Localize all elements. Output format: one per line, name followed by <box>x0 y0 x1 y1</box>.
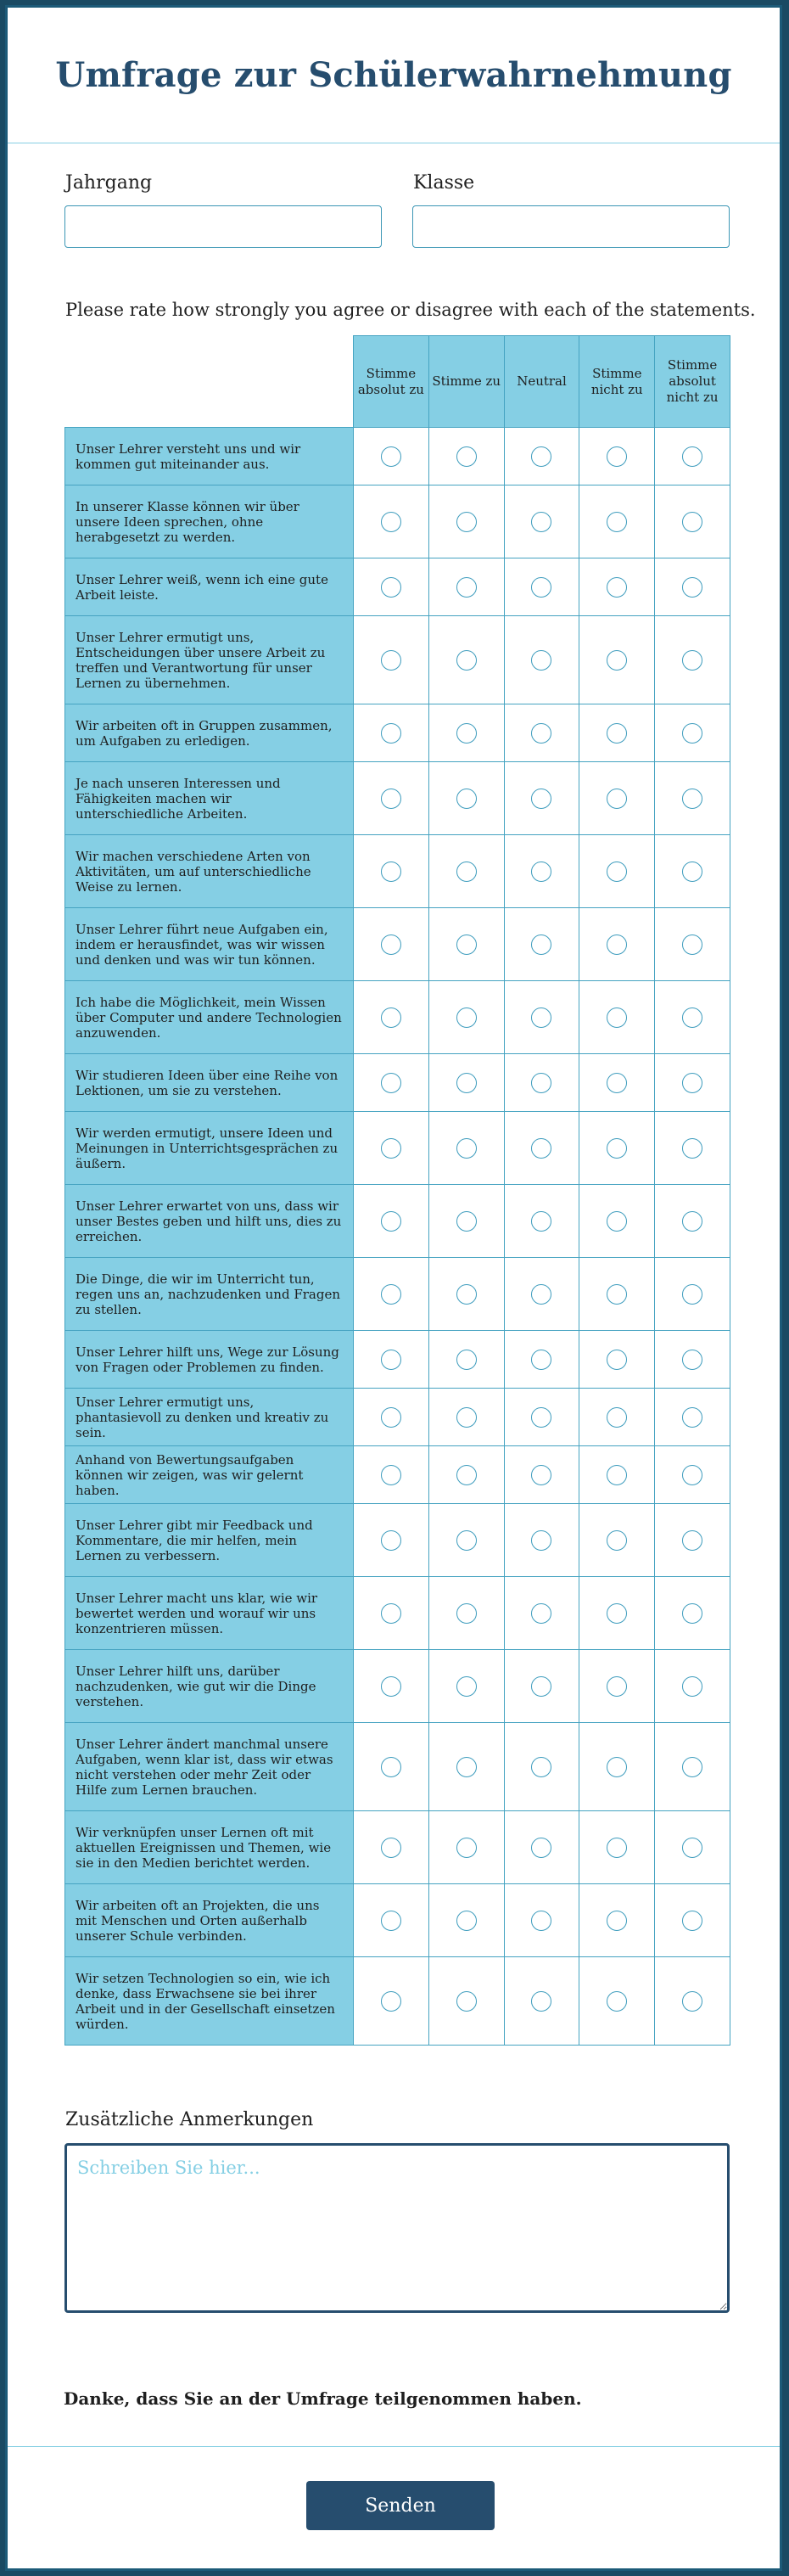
rating-cell <box>504 704 579 762</box>
rating-cell <box>504 1446 579 1504</box>
rating-cell <box>655 1331 730 1389</box>
rating-radio[interactable] <box>531 1757 551 1777</box>
rating-radio[interactable] <box>682 512 702 532</box>
rating-cell <box>579 762 655 835</box>
rating-cell <box>655 981 730 1054</box>
rating-radio[interactable] <box>456 1284 477 1305</box>
statement-label: Ich habe die Möglichkeit, mein Wissen über Computer und andere Technologien anzuwenden. <box>65 981 354 1054</box>
matrix-row <box>65 1577 730 1650</box>
rating-radio[interactable] <box>456 1073 477 1093</box>
rating-cell <box>428 1258 504 1331</box>
rating-cell <box>655 762 730 835</box>
rating-radio[interactable] <box>607 1838 627 1858</box>
rating-cell <box>655 1650 730 1723</box>
rating-radio[interactable] <box>682 1757 702 1777</box>
footer-divider <box>8 2446 782 2447</box>
class-label: Klasse <box>413 172 475 194</box>
rating-radio[interactable] <box>381 512 401 532</box>
rating-cell <box>504 1054 579 1112</box>
rating-radio[interactable] <box>381 1284 401 1305</box>
rating-cell <box>428 1389 504 1446</box>
year-label: Jahrgang <box>65 172 153 194</box>
rating-matrix <box>64 335 730 2046</box>
rating-radio[interactable] <box>456 1465 477 1485</box>
matrix-row <box>65 1650 730 1723</box>
rating-cell <box>428 1723 504 1811</box>
survey-form <box>5 5 782 2571</box>
rating-radio[interactable] <box>456 650 477 671</box>
rating-radio[interactable] <box>607 861 627 882</box>
rating-cell <box>354 1185 429 1258</box>
rating-cell <box>655 1957 730 2046</box>
rating-radio[interactable] <box>381 1991 401 2012</box>
matrix-row <box>65 835 730 908</box>
rating-radio[interactable] <box>682 1838 702 1858</box>
rating-radio[interactable] <box>531 789 551 809</box>
rating-cell <box>655 835 730 908</box>
statement-label: Anhand von Bewertungsaufgaben können wir zeigen, was wir gelernt haben. <box>65 1446 354 1504</box>
rating-cell <box>504 1884 579 1957</box>
statement-label: Wir setzen Technologien so ein, wie ich denke, dass Erwachsene sie bei ihrer Arbeit und in der Gesellschaft einsetzen würden. <box>65 1957 354 2046</box>
rating-cell <box>504 1258 579 1331</box>
rating-radio[interactable] <box>456 1991 477 2012</box>
rating-radio[interactable] <box>531 1676 551 1697</box>
rating-cell <box>354 1957 429 2046</box>
rating-radio[interactable] <box>456 723 477 744</box>
rating-cell <box>354 908 429 981</box>
matrix-row <box>65 1957 730 2046</box>
column-header: Neutral <box>504 336 579 428</box>
rating-cell <box>504 1650 579 1723</box>
rating-radio[interactable] <box>456 789 477 809</box>
rating-radio[interactable] <box>607 1407 627 1428</box>
rating-cell <box>579 1054 655 1112</box>
column-header: Stimme absolut nicht zu <box>655 336 730 428</box>
rating-radio[interactable] <box>607 1350 627 1370</box>
rating-cell <box>354 485 429 558</box>
rating-cell <box>504 1331 579 1389</box>
rating-radio[interactable] <box>682 1676 702 1697</box>
rating-radio[interactable] <box>381 650 401 671</box>
rating-cell <box>655 1577 730 1650</box>
rating-radio[interactable] <box>531 1407 551 1428</box>
rating-radio[interactable] <box>531 1073 551 1093</box>
rating-radio[interactable] <box>456 1838 477 1858</box>
matrix-row <box>65 1054 730 1112</box>
rating-radio[interactable] <box>456 1211 477 1232</box>
rating-radio[interactable] <box>456 1350 477 1370</box>
rating-cell <box>579 428 655 485</box>
rating-radio[interactable] <box>381 789 401 809</box>
comments-label: Zusätzliche Anmerkungen <box>65 2109 314 2130</box>
rating-cell <box>579 704 655 762</box>
rating-radio[interactable] <box>682 1007 702 1028</box>
matrix-row <box>65 558 730 616</box>
rating-cell <box>354 1112 429 1185</box>
rating-radio[interactable] <box>607 934 627 955</box>
rating-radio[interactable] <box>682 1407 702 1428</box>
rating-radio[interactable] <box>682 1603 702 1624</box>
matrix-row <box>65 762 730 835</box>
rating-cell <box>579 1957 655 2046</box>
rating-radio[interactable] <box>607 1603 627 1624</box>
statement-label: Unser Lehrer hilft uns, darüber nachzudenken, wie gut wir die Dinge verstehen. <box>65 1650 354 1723</box>
rating-cell <box>655 908 730 981</box>
rating-radio[interactable] <box>682 1073 702 1093</box>
rating-radio[interactable] <box>456 1007 477 1028</box>
rating-radio[interactable] <box>531 1284 551 1305</box>
statement-label: Unser Lehrer macht uns klar, wie wir bewertet werden und worauf wir uns konzentrieren müssen. <box>65 1577 354 1650</box>
matrix-row <box>65 1723 730 1811</box>
rating-cell <box>504 1957 579 2046</box>
matrix-row <box>65 616 730 704</box>
rating-cell <box>428 835 504 908</box>
rating-radio[interactable] <box>531 650 551 671</box>
rating-radio[interactable] <box>607 1007 627 1028</box>
rating-cell <box>655 1446 730 1504</box>
rating-radio[interactable] <box>381 934 401 955</box>
thanks-message: Danke, dass Sie an der Umfrage teilgenommen haben. <box>64 2388 582 2409</box>
rating-radio[interactable] <box>381 1757 401 1777</box>
rating-radio[interactable] <box>381 1603 401 1624</box>
matrix-row <box>65 1811 730 1884</box>
rating-cell <box>428 1504 504 1577</box>
rating-cell <box>579 1389 655 1446</box>
rating-cell <box>354 981 429 1054</box>
statement-label: Je nach unseren Interessen und Fähigkeiten machen wir unterschiedliche Arbeiten. <box>65 762 354 835</box>
rating-cell <box>428 485 504 558</box>
matrix-body <box>65 428 730 2046</box>
rating-radio[interactable] <box>607 512 627 532</box>
rating-cell <box>504 908 579 981</box>
matrix-row <box>65 1446 730 1504</box>
rating-radio[interactable] <box>682 1350 702 1370</box>
rating-radio[interactable] <box>682 650 702 671</box>
column-header: Stimme absolut zu <box>354 336 429 428</box>
rating-cell <box>655 558 730 616</box>
rating-cell <box>504 485 579 558</box>
year-input[interactable] <box>64 205 382 248</box>
rating-radio[interactable] <box>531 512 551 532</box>
rating-cell <box>579 1884 655 1957</box>
rating-radio[interactable] <box>456 577 477 598</box>
rating-cell <box>579 1504 655 1577</box>
rating-radio[interactable] <box>531 1530 551 1551</box>
rating-cell <box>504 1389 579 1446</box>
rating-cell <box>579 981 655 1054</box>
rating-radio[interactable] <box>456 1138 477 1159</box>
rating-cell <box>354 1577 429 1650</box>
matrix-row <box>65 1112 730 1185</box>
rating-cell <box>579 1577 655 1650</box>
submit-button[interactable]: Senden <box>306 2481 495 2530</box>
rating-cell <box>428 616 504 704</box>
rating-cell <box>504 1185 579 1258</box>
rating-radio[interactable] <box>607 650 627 671</box>
rating-radio[interactable] <box>607 1757 627 1777</box>
rating-cell <box>504 616 579 704</box>
statement-label: Unser Lehrer versteht uns und wir kommen gut miteinander aus. <box>65 428 354 485</box>
rating-cell <box>354 1389 429 1446</box>
rating-radio[interactable] <box>381 1407 401 1428</box>
rating-cell <box>579 1650 655 1723</box>
rating-radio[interactable] <box>682 577 702 598</box>
rating-cell <box>579 558 655 616</box>
rating-cell <box>428 981 504 1054</box>
matrix-row <box>65 908 730 981</box>
rating-cell <box>504 1504 579 1577</box>
rating-cell <box>504 835 579 908</box>
rating-cell <box>504 558 579 616</box>
statement-label: Wir studieren Ideen über eine Reihe von Lektionen, um sie zu verstehen. <box>65 1054 354 1112</box>
rating-radio[interactable] <box>381 577 401 598</box>
rating-cell <box>428 1884 504 1957</box>
rating-cell <box>504 1723 579 1811</box>
rating-radio[interactable] <box>531 1465 551 1485</box>
rating-cell <box>354 835 429 908</box>
statement-label: Unser Lehrer ermutigt uns, Entscheidungen über unsere Arbeit zu treffen und Verantwortung für unser Lernen zu übernehmen. <box>65 616 354 704</box>
matrix-row <box>65 1185 730 1258</box>
rating-radio[interactable] <box>607 789 627 809</box>
rating-radio[interactable] <box>381 1465 401 1485</box>
rating-cell <box>428 908 504 981</box>
rating-cell <box>504 1577 579 1650</box>
rating-radio[interactable] <box>607 1991 627 2012</box>
rating-radio[interactable] <box>531 1211 551 1232</box>
rating-radio[interactable] <box>682 934 702 955</box>
rating-cell <box>428 1185 504 1258</box>
rating-radio[interactable] <box>682 1211 702 1232</box>
rating-radio[interactable] <box>531 1350 551 1370</box>
rating-radio[interactable] <box>531 1911 551 1931</box>
rating-cell <box>428 1054 504 1112</box>
rating-radio[interactable] <box>682 1530 702 1551</box>
rating-cell <box>655 1884 730 1957</box>
class-input[interactable] <box>412 205 730 248</box>
rating-cell <box>655 616 730 704</box>
rating-cell <box>354 762 429 835</box>
rating-radio[interactable] <box>531 723 551 744</box>
rating-radio[interactable] <box>607 1211 627 1232</box>
rating-radio[interactable] <box>456 1911 477 1931</box>
matrix-row <box>65 1504 730 1577</box>
rating-radio[interactable] <box>381 1676 401 1697</box>
rating-radio[interactable] <box>381 1350 401 1370</box>
rating-radio[interactable] <box>456 934 477 955</box>
rating-radio[interactable] <box>682 1138 702 1159</box>
rating-radio[interactable] <box>456 1676 477 1697</box>
statement-label: Unser Lehrer erwartet von uns, dass wir unser Bestes geben und hilft uns, dies zu erreichen. <box>65 1185 354 1258</box>
rating-radio[interactable] <box>682 1911 702 1931</box>
matrix-corner <box>65 336 354 428</box>
rating-radio[interactable] <box>682 446 702 467</box>
rating-radio[interactable] <box>531 446 551 467</box>
rating-cell <box>504 428 579 485</box>
rating-radio[interactable] <box>381 1007 401 1028</box>
rating-cell <box>354 1054 429 1112</box>
rating-radio[interactable] <box>456 1530 477 1551</box>
rating-radio[interactable] <box>607 446 627 467</box>
rating-radio[interactable] <box>531 861 551 882</box>
rating-radio[interactable] <box>456 512 477 532</box>
statement-label: Unser Lehrer ermutigt uns, phantasievoll zu denken und kreativ zu sein. <box>65 1389 354 1446</box>
rating-radio[interactable] <box>456 1407 477 1428</box>
rating-cell <box>579 1258 655 1331</box>
rating-cell <box>428 1957 504 2046</box>
rating-cell <box>354 558 429 616</box>
statement-label: Wir werden ermutigt, unsere Ideen und Meinungen in Unterrichtsgesprächen zu äußern. <box>65 1112 354 1185</box>
rating-cell <box>655 1185 730 1258</box>
rating-cell <box>579 1185 655 1258</box>
rating-radio[interactable] <box>607 1530 627 1551</box>
rating-cell <box>354 1811 429 1884</box>
matrix-row <box>65 704 730 762</box>
matrix-row <box>65 428 730 485</box>
rating-cell <box>428 558 504 616</box>
rating-cell <box>655 1389 730 1446</box>
rating-cell <box>354 1504 429 1577</box>
matrix-row <box>65 485 730 558</box>
rating-radio[interactable] <box>607 1911 627 1931</box>
rating-cell <box>579 1331 655 1389</box>
rating-radio[interactable] <box>381 1838 401 1858</box>
rating-radio[interactable] <box>682 861 702 882</box>
rating-cell <box>354 428 429 485</box>
rating-cell <box>655 1258 730 1331</box>
rating-cell <box>354 1884 429 1957</box>
column-header: Stimme zu <box>428 336 504 428</box>
statement-label: In unserer Klasse können wir über unsere Ideen sprechen, ohne herabgesetzt zu werden. <box>65 485 354 558</box>
rating-radio[interactable] <box>607 1676 627 1697</box>
rating-radio[interactable] <box>456 861 477 882</box>
rating-cell <box>655 1054 730 1112</box>
matrix-instruction: Please rate how strongly you agree or disagree with each of the statements. <box>65 300 756 320</box>
rating-cell <box>354 1258 429 1331</box>
rating-cell <box>354 1650 429 1723</box>
rating-radio[interactable] <box>607 723 627 744</box>
rating-cell <box>428 1577 504 1650</box>
comments-textarea[interactable] <box>64 2143 730 2313</box>
rating-radio[interactable] <box>531 1138 551 1159</box>
rating-radio[interactable] <box>531 1007 551 1028</box>
rating-cell <box>428 1446 504 1504</box>
statement-label: Unser Lehrer ändert manchmal unsere Aufgaben, wenn klar ist, dass wir etwas nicht verstehen oder mehr Zeit oder Hilfe zum Lernen brauchen. <box>65 1723 354 1811</box>
rating-radio[interactable] <box>682 789 702 809</box>
rating-cell <box>579 1446 655 1504</box>
rating-radio[interactable] <box>607 577 627 598</box>
matrix-row <box>65 1884 730 1957</box>
rating-cell <box>354 1723 429 1811</box>
rating-radio[interactable] <box>531 1991 551 2012</box>
statement-label: Unser Lehrer führt neue Aufgaben ein, indem er herausfindet, was wir wissen und denken und was wir tun können. <box>65 908 354 981</box>
rating-cell <box>428 428 504 485</box>
rating-cell <box>579 616 655 704</box>
matrix-row <box>65 1331 730 1389</box>
rating-radio[interactable] <box>531 1838 551 1858</box>
rating-radio[interactable] <box>607 1138 627 1159</box>
rating-cell <box>579 485 655 558</box>
rating-radio[interactable] <box>381 723 401 744</box>
matrix-row <box>65 1389 730 1446</box>
rating-cell <box>655 1811 730 1884</box>
rating-cell <box>428 1811 504 1884</box>
rating-radio[interactable] <box>381 1911 401 1931</box>
rating-radio[interactable] <box>456 1757 477 1777</box>
statement-label: Unser Lehrer weiß, wenn ich eine gute Arbeit leiste. <box>65 558 354 616</box>
matrix-header-row <box>65 336 730 428</box>
rating-radio[interactable] <box>381 1211 401 1232</box>
rating-cell <box>428 704 504 762</box>
rating-cell <box>579 1723 655 1811</box>
rating-cell <box>428 1331 504 1389</box>
rating-radio[interactable] <box>381 1530 401 1551</box>
statement-label: Wir machen verschiedene Arten von Aktivitäten, um auf unterschiedliche Weise zu lernen. <box>65 835 354 908</box>
rating-cell <box>428 1112 504 1185</box>
rating-radio[interactable] <box>682 1465 702 1485</box>
rating-cell <box>655 1723 730 1811</box>
rating-cell <box>354 616 429 704</box>
matrix-row <box>65 1258 730 1331</box>
rating-cell <box>504 1112 579 1185</box>
rating-radio[interactable] <box>381 861 401 882</box>
rating-cell <box>428 1650 504 1723</box>
rating-cell <box>655 1504 730 1577</box>
rating-radio[interactable] <box>607 1073 627 1093</box>
title-block <box>8 8 780 143</box>
rating-radio[interactable] <box>682 1991 702 2012</box>
rating-cell <box>655 428 730 485</box>
rating-radio[interactable] <box>456 446 477 467</box>
rating-radio[interactable] <box>682 1284 702 1305</box>
statement-label: Wir arbeiten oft in Gruppen zusammen, um Aufgaben zu erledigen. <box>65 704 354 762</box>
rating-radio[interactable] <box>381 446 401 467</box>
rating-cell <box>655 485 730 558</box>
rating-cell <box>504 1811 579 1884</box>
rating-cell <box>504 981 579 1054</box>
rating-radio[interactable] <box>456 1603 477 1624</box>
statement-label: Unser Lehrer hilft uns, Wege zur Lösung von Fragen oder Problemen zu finden. <box>65 1331 354 1389</box>
rating-cell <box>428 762 504 835</box>
form-title: Umfrage zur Schülerwahrnehmung <box>55 55 732 95</box>
rating-cell <box>579 1811 655 1884</box>
statement-label: Die Dinge, die wir im Unterricht tun, regen uns an, nachzudenken und Fragen zu stellen. <box>65 1258 354 1331</box>
rating-cell <box>579 1112 655 1185</box>
rating-cell <box>655 704 730 762</box>
rating-radio[interactable] <box>531 577 551 598</box>
rating-cell <box>354 1446 429 1504</box>
statement-label: Unser Lehrer gibt mir Feedback und Kommentare, die mir helfen, mein Lernen zu verbessern. <box>65 1504 354 1577</box>
matrix-row <box>65 981 730 1054</box>
rating-radio[interactable] <box>607 1284 627 1305</box>
rating-cell <box>504 762 579 835</box>
rating-radio[interactable] <box>607 1465 627 1485</box>
column-header: Stimme nicht zu <box>579 336 655 428</box>
rating-radio[interactable] <box>531 934 551 955</box>
rating-radio[interactable] <box>682 723 702 744</box>
rating-radio[interactable] <box>381 1073 401 1093</box>
rating-radio[interactable] <box>531 1603 551 1624</box>
rating-cell <box>579 908 655 981</box>
rating-cell <box>354 1331 429 1389</box>
statement-label: Wir arbeiten oft an Projekten, die uns mit Menschen und Orten außerhalb unserer Schule verbinden. <box>65 1884 354 1957</box>
rating-cell <box>354 704 429 762</box>
statement-label: Wir verknüpfen unser Lernen oft mit aktuellen Ereignissen und Themen, wie sie in den Medien berichtet werden. <box>65 1811 354 1884</box>
rating-cell <box>655 1112 730 1185</box>
rating-radio[interactable] <box>381 1138 401 1159</box>
rating-cell <box>579 835 655 908</box>
